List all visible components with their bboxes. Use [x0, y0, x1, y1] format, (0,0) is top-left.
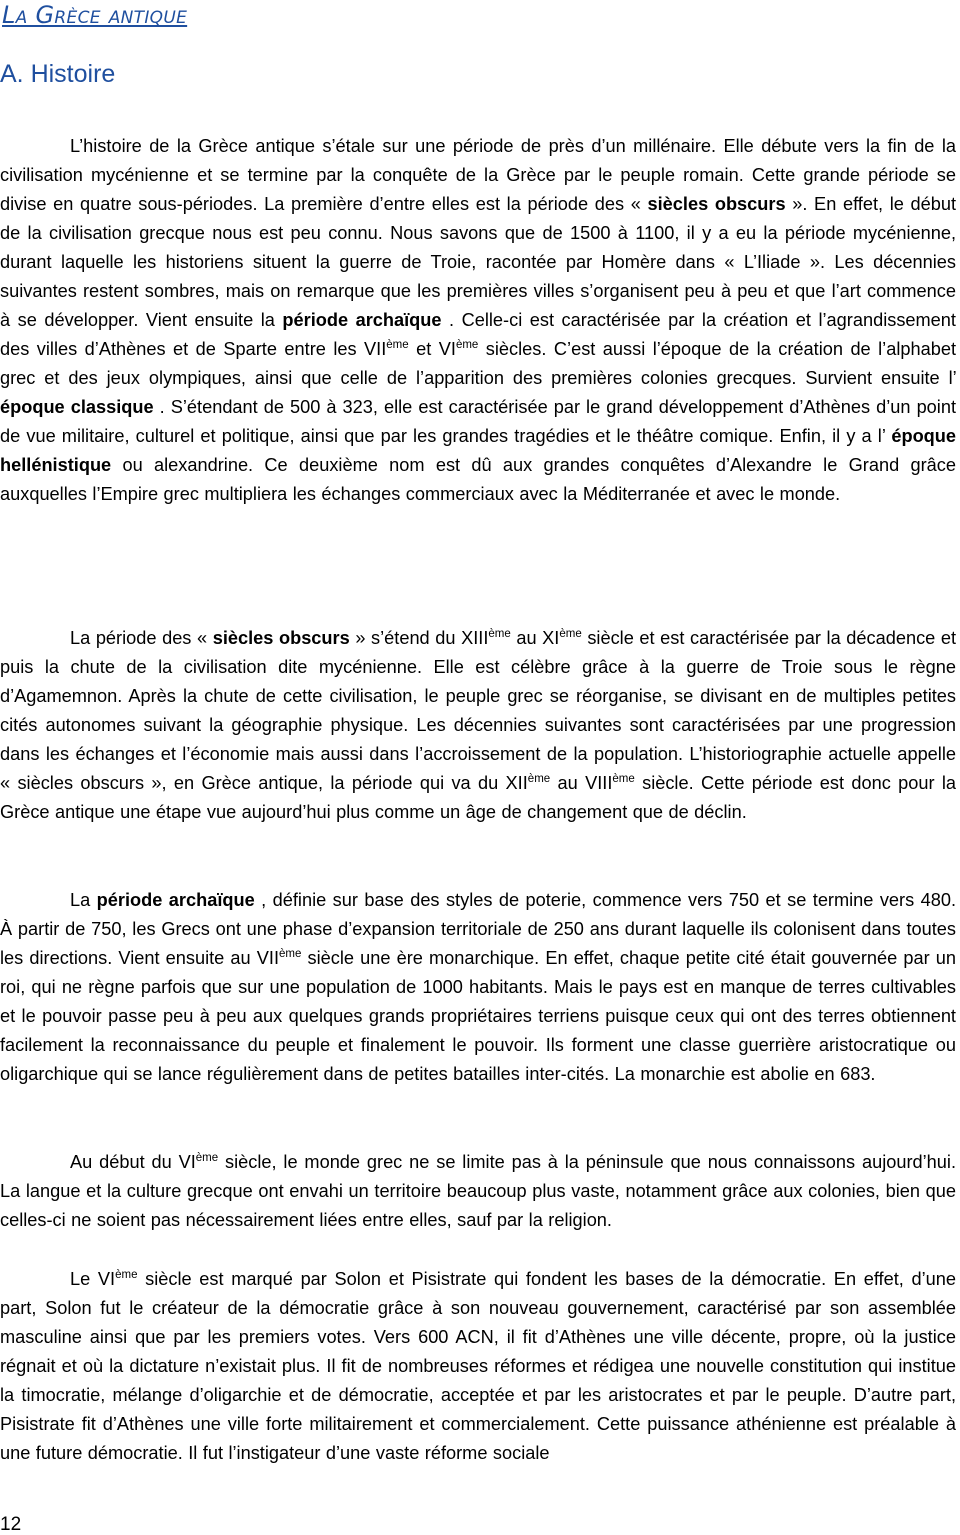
- superscript-eme: ème: [559, 628, 582, 641]
- dark-ages-text-g: siècle. Cette période est donc pour la Grèce antique une étape vue aujourd’hui plus comme un âge de changement que de déclin.: [0, 773, 957, 823]
- dark-ages-term: siècles obscurs: [212, 628, 350, 649]
- history-overview-text-k: ou alexandrine. Ce deuxième nom est dû aux grandes conquêtes d’Alexandre le Grand grâce auxquelles l’Empire grec multipliera les échanges commerciaux avec la Méditerranée et avec le monde.: [0, 455, 956, 505]
- history-overview-text-c: ». En effet, le début de la civilisation grecque nous est peu connu. Nous savons que de 1500 à 1100, il y a eu la période mycénienne, durant laquelle les historiens situent la guerre de Troie, racontée par Homère dans « L’Iliade ». Les décennies suivantes restent sombres, mais on remarque que les premières villes s’organisent peu à peu et que l’art commence à se développer. Vient ensuite la: [0, 194, 957, 331]
- history-overview-text-a: L’histoire de la Grèce antique s’étale sur une période de près d’un millénaire. Elle débute vers la fin de la civilisation mycénienne et se termine par la conquête de la Grèce par le peuple romain. Cette grande période se divise en quatre sous-périodes. La première d’entre elles est la période des «: [0, 136, 956, 215]
- dark-ages-text-e: siècle et est caractérisée par la décadence et puis la chute de la civilisation dite mycénienne. Elle est célèbre grâce à la guerre de Troie sous le règne d’Agamemnon. Après la chute de cette civilisation, le peuple grec se réorganise, se divisant en de multiples petites cités autonomes suivant la géographie physique. Les décennies suivantes sont caractérisées par une progression dans les échanges et l’économie mais aussi dans l’accroissement de la population. L’historiographie actuelle appelle « siècles obscurs », en Grèce antique, la période qui va du XII: [0, 628, 957, 794]
- classical-period-term: époque classique: [0, 397, 154, 418]
- dark-ages-term: siècles obscurs: [647, 194, 786, 215]
- archaic-period-term: période archaïque: [282, 310, 442, 331]
- solon-pisistrate-paragraph: [0, 1265, 956, 1468]
- page-number: 12: [0, 1514, 22, 1535]
- history-overview-text-i: . S’étendant de 500 à 323, elle est caractérisée par le grand développement d’Athènes d’un point de vue militaire, culturel et politique, ainsi que par les grandes tragédies et le théâtre comique. Enfin, il y a l’: [0, 397, 957, 447]
- section-heading: A. Histoire: [0, 60, 116, 88]
- archaic-period-text-c: , définie sur base des styles de poterie, commence vers 750 et se termine vers 480. À partir de 750, les Grecs ont une phase d’expansion territoriale de 250 ans durant laquelle ils colonisent dans toutes les directions. Vient ensuite au VII: [0, 890, 957, 969]
- superscript-eme: ème: [386, 339, 409, 352]
- sixth-century-paragraph: [0, 1148, 956, 1235]
- history-overview-paragraph: [0, 132, 956, 509]
- sixth-century-text-a: Au début du VI: [70, 1152, 196, 1173]
- dark-ages-text-c: » s’étend du XIII: [355, 628, 489, 649]
- superscript-eme: ème: [455, 339, 479, 352]
- superscript-eme: ème: [488, 628, 511, 641]
- superscript-eme: ème: [527, 773, 551, 786]
- archaic-period-text-a: La: [70, 890, 91, 911]
- superscript-eme: ème: [612, 773, 635, 786]
- superscript-eme: ème: [279, 948, 302, 961]
- archaic-period-paragraph: [0, 886, 956, 1089]
- history-overview-text-g: siècles. C’est aussi l’époque de la création de l’alphabet grec et des jeux olympiques, ainsi que celle de l’apparition des premières colonies grecques. Survient ensuite l’: [0, 339, 957, 389]
- hellenistic-period-term: époque hellénistique: [0, 426, 957, 476]
- dark-ages-text-a: La période des «: [70, 628, 208, 649]
- superscript-eme: ème: [115, 1269, 138, 1282]
- superscript-eme: ème: [195, 1152, 219, 1165]
- solon-pisistrate-text-b: siècle est marqué par Solon et Pisistrate qui fondent les bases de la démocratie. En effet, d’une part, Solon fut le créateur de la démocratie grâce à son nouveau gouvernement, caractérisé par son assemblée masculine ainsi que par les premiers votes. Vers 600 ACN, il fit d’Athènes une ville décente, propre, où la justice régnait et où la dictature n’existait plus. Il fit de nombreuses réformes et rédigea une nouvelle constitution qui institue la timocratie, mélange d’oligarchie et de démocratie, acceptée et par les aristocrates et par le peuple. D’autre part, Pisistrate fit d’Athènes une ville forte militairement et commercialement. Cette puissance athénienne est préalable à une future démocratie. Il fut l’instigateur d’une vaste réforme sociale: [0, 1269, 957, 1464]
- archaic-period-term: période archaïque: [96, 890, 255, 911]
- history-overview-text-e: . Celle-ci est caractérisée par la création et l’agrandissement des villes d’Athènes et de Sparte entre les VII: [0, 310, 956, 360]
- history-overview-text-f: et VI: [416, 339, 456, 360]
- page-title: La Grèce antique: [2, 1, 188, 29]
- sixth-century-text-b: siècle, le monde grec ne se limite pas à la péninsule que nous connaissons aujourd’hui. La langue et la culture grecque ont envahi un territoire beaucoup plus vaste, notamment grâce aux colonies, bien que celles-ci ne soient pas nécessairement liées entre elles, sauf par la religion.: [0, 1152, 956, 1231]
- dark-ages-text-f: au VIII: [557, 773, 613, 794]
- archaic-period-text-d: siècle une ère monarchique. En effet, chaque petite cité était gouvernée par un roi, qui ne règne parfois que sur une population de 1000 habitants. Mais le pays est en manque de terres cultivables et le pouvoir passe peu à peu aux quelques grands propriétaires terriens puisque ceux qui ont des terres obtiennent facilement la reconnaissance du peuple et finalement le pouvoir. Ils forment une classe guerrière aristocratique ou oligarchique qui se lance régulièrement dans de petites batailles inter-cités. La monarchie est abolie en 683.: [0, 948, 956, 1085]
- dark-ages-paragraph: [0, 624, 956, 827]
- dark-ages-text-d: au XI: [516, 628, 560, 649]
- solon-pisistrate-text-a: Le VI: [70, 1269, 116, 1290]
